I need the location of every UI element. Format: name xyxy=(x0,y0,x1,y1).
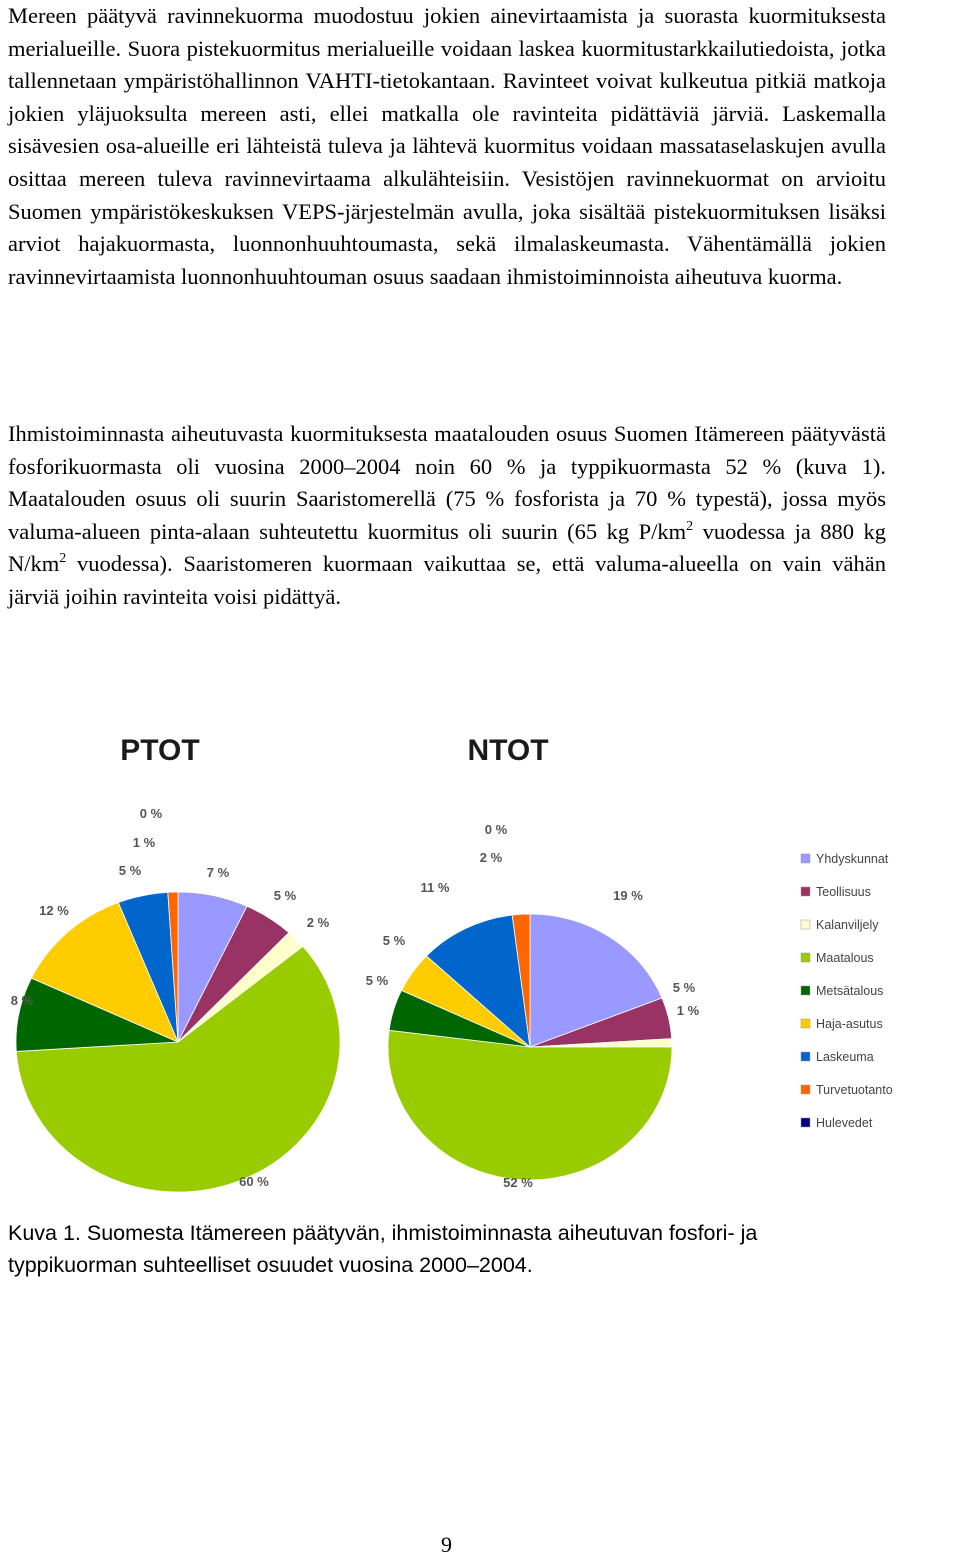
paragraph-2-part-2: vuodessa ja 880 kg N/km xyxy=(8,518,886,577)
legend-label-4: Metsätalous xyxy=(816,984,884,998)
legend-swatch-4 xyxy=(801,986,810,995)
pie-label-1-2: 1 % xyxy=(676,1003,700,1018)
figure-caption: Kuva 1. Suomesta Itämereen päätyvän, ihmistoiminnasta aiheutuvan fosfori- ja typpikuorman suhteelliset osuudet vuosina 2000–2004. xyxy=(8,1221,758,1277)
page-number: 9 xyxy=(441,1532,452,1557)
pie-label-0-5: 12 % xyxy=(39,903,69,918)
legend-label-7: Turvetuotanto xyxy=(816,1083,893,1097)
legend-label-8: Hulevedet xyxy=(816,1116,873,1130)
legend-swatch-1 xyxy=(801,887,810,896)
pie-charts-svg xyxy=(8,712,956,1200)
superscript-2: 2 xyxy=(59,551,67,567)
legend-swatch-2 xyxy=(801,920,810,929)
pie-label-1-5: 5 % xyxy=(382,933,406,948)
legend-label-1: Teollisuus xyxy=(816,885,871,899)
pie-label-1-3: 52 % xyxy=(503,1175,533,1190)
legend-label-0: Yhdyskunnat xyxy=(816,852,889,866)
paragraph-1: Mereen päätyvä ravinnekuorma muodostuu jokien ainevirtaamista ja suorasta kuormituksesta merialueille. Suora pistekuormitus merialueille voidaan laskea kuormitustarkkailutiedoista, jotka tallennetaan ympäristöhallinnon VAHTI-tietokantaan. Ravinteet voivat kulkeutua pitkiä matkoja jokien yläjuoksulta mereen asti, ellei matkalla ole ravinteita pidättäviä järviä. Laskemalla sisävesien osa-alueille eri lähteistä tuleva ja lähtevä kuormitus voidaan massataselaskujen avulla osittaa mereen tuleva ravinnevirtaama alkulähteisiin. Vesistöjen ravinnekuormat on arvioitu Suomen ympäristökeskuksen VEPS-järjestelmän avulla, joka sisältää pistekuormituksen lisäksi arviot hajakuormasta, luonnonhuuhtoumasta, sekä ilmalaskeumasta. Vähentämällä jokien ravinnevirtaamista luonnonhuuhtouman osuus saadaan ihmistoiminnoista aiheutuva kuorma. xyxy=(8,3,886,289)
legend-swatch-0 xyxy=(801,854,810,863)
pie-label-1-4: 5 % xyxy=(365,973,389,988)
legend-swatch-6 xyxy=(801,1052,810,1061)
legend-swatch-5 xyxy=(801,1019,810,1028)
pie-label-0-1: 5 % xyxy=(273,888,297,903)
pie-label-0-7: 1 % xyxy=(132,835,156,850)
pie-label-1-8: 0 % xyxy=(484,822,508,837)
paragraph-2-part-1: Ihmistoiminnasta aiheutuvasta kuormituksesta maatalouden osuus Suomen Itämereen päätyvästä fosforikuormasta oli vuosina 2000–2004 noin 60 % ja typpikuormasta 52 % (kuva 1). Maatalouden osuus oli suurin Saaristomerellä (75 % fosforista ja 70 % typestä), jossa myös valuma-alueen pinta-alaan suhteutettu kuormitus oli suurin (65 kg P/km xyxy=(8,421,886,544)
legend-label-3: Maatalous xyxy=(816,951,874,965)
superscript-1: 2 xyxy=(686,518,694,534)
pie-label-1-6: 11 % xyxy=(420,880,450,895)
legend-swatch-3 xyxy=(801,953,810,962)
legend-swatch-8 xyxy=(801,1118,810,1127)
paragraph-2 xyxy=(8,418,886,614)
ptot-title: PTOT xyxy=(120,734,200,767)
pie-label-0-0: 7 % xyxy=(206,865,230,880)
pie-label-1-1: 5 % xyxy=(672,980,696,995)
pie-label-1-0: 19 % xyxy=(613,888,643,903)
pie-charts-figure xyxy=(8,712,956,1200)
legend-label-2: Kalanviljely xyxy=(816,918,879,932)
paragraph-2-part-3: vuodessa). Saaristomeren kuormaan vaikuttaa se, että valuma-alueella on vain vähän järviä joihin ravinteita voisi pidättyä. xyxy=(8,551,886,609)
legend-swatch-7 xyxy=(801,1085,810,1094)
pie-label-0-3: 60 % xyxy=(239,1174,269,1189)
pie-label-1-7: 2 % xyxy=(479,850,503,865)
pie-label-0-8: 0 % xyxy=(139,806,163,821)
pie-label-0-6: 5 % xyxy=(118,863,142,878)
legend-label-5: Haja-asutus xyxy=(816,1017,883,1031)
ntot-title: NTOT xyxy=(467,734,549,767)
pie-label-0-2: 2 % xyxy=(306,915,330,930)
legend-label-6: Laskeuma xyxy=(816,1050,874,1064)
pie-label-0-4: 8 % xyxy=(10,993,34,1008)
